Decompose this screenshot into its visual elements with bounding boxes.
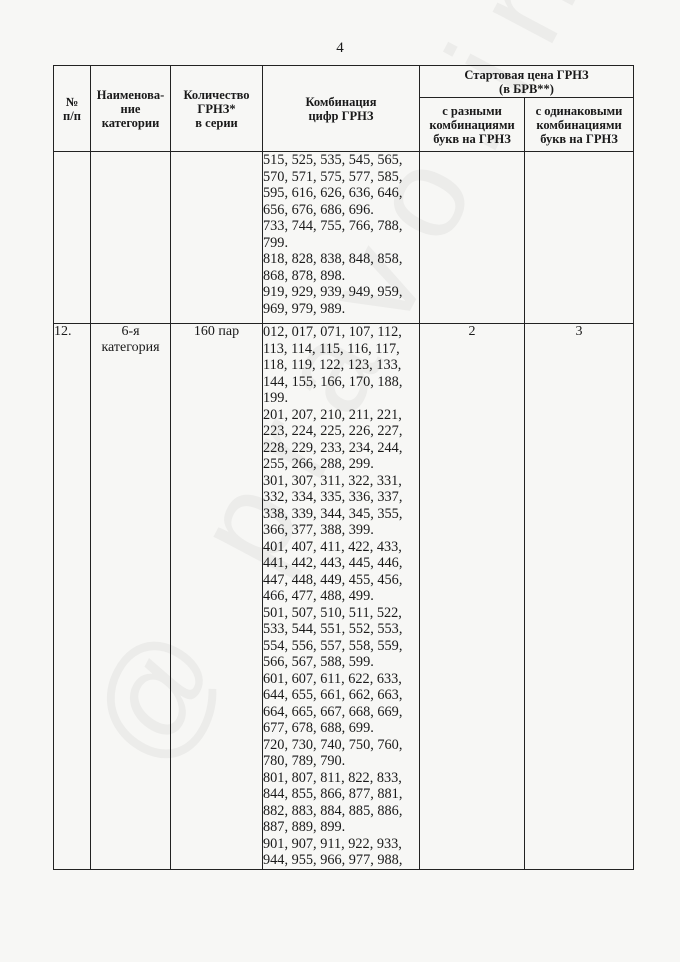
cell-empty	[171, 152, 263, 324]
header-combination: Комбинация цифр ГРНЗ	[263, 66, 420, 152]
combination-group: 401, 407, 411, 422, 433, 441, 442, 443, 445, 446, 447, 448, 449, 455, 456, 466, 477, 488, 499.	[263, 538, 403, 604]
combination-group: 301, 307, 311, 322, 331, 332, 334, 335, 336, 337, 338, 339, 344, 345, 355, 366, 377, 388, 399.	[263, 472, 403, 538]
combination-group: 733, 744, 755, 766, 788, 799.	[263, 218, 403, 251]
cell-empty	[420, 152, 525, 324]
combination-cell	[263, 324, 420, 870]
header-start-price: Стартовая цена ГРНЗ (в БРВ**)	[420, 66, 634, 98]
combination-group: 515, 525, 535, 545, 565, 570, 571, 575, 577, 585, 595, 616, 626, 636, 646, 656, 676, 686, 696.	[263, 152, 403, 218]
combination-group: 818, 828, 838, 848, 858, 868, 878, 898.	[263, 251, 403, 284]
combination-group: 901, 907, 911, 922, 933, 944, 955, 966, 977, 988,	[263, 835, 403, 868]
combination-group: 501, 507, 510, 511, 522, 533, 544, 551, 552, 553, 554, 556, 557, 558, 559, 566, 567, 588, 599.	[263, 604, 403, 670]
price-same-letters: 3	[525, 324, 634, 870]
combination-group: 801, 807, 811, 822, 833, 844, 855, 866, 877, 881, 882, 883, 884, 885, 886, 887, 889, 899.	[263, 769, 403, 835]
cell-empty	[525, 152, 634, 324]
combination-group: 720, 730, 740, 750, 760, 780, 789, 790.	[263, 736, 403, 769]
pair-count: 160 пар	[171, 324, 263, 870]
categories-table	[53, 65, 634, 870]
header-num: № п/п	[54, 66, 91, 152]
header-price-same-letters: с одинаковыми комбинациями букв на ГРНЗ	[525, 98, 634, 152]
combination-group: 601, 607, 611, 622, 633, 644, 655, 661, 662, 663, 664, 665, 667, 668, 669, 677, 678, 688, 699.	[263, 670, 403, 736]
header-category-name: Наименова- ние категории	[91, 66, 171, 152]
cell-empty	[91, 152, 171, 324]
header-price-different-letters: с разными комбинациями букв на ГРНЗ	[420, 98, 525, 152]
cell-empty	[54, 152, 91, 324]
table-row-continued	[54, 152, 634, 324]
combination-group: 919, 929, 939, 949, 959, 969, 979, 989.	[263, 284, 403, 317]
page-number: 4	[336, 40, 344, 56]
category-name: 6-я категория	[91, 324, 171, 870]
combination-cell	[263, 152, 420, 324]
table-row-12	[54, 324, 634, 870]
header-count: Количество ГРНЗ* в серии	[171, 66, 263, 152]
combination-group: 201, 207, 210, 211, 221, 223, 224, 225, 226, 227, 228, 229, 233, 234, 244, 255, 266, 288, 299.	[263, 406, 403, 472]
combination-group: 012, 017, 071, 107, 112, 113, 114, 115, 116, 117, 118, 119, 122, 123, 133, 144, 155, 166, 170, 188, 199.	[263, 324, 403, 406]
row-number: 12.	[54, 324, 91, 870]
price-different-letters: 2	[420, 324, 525, 870]
